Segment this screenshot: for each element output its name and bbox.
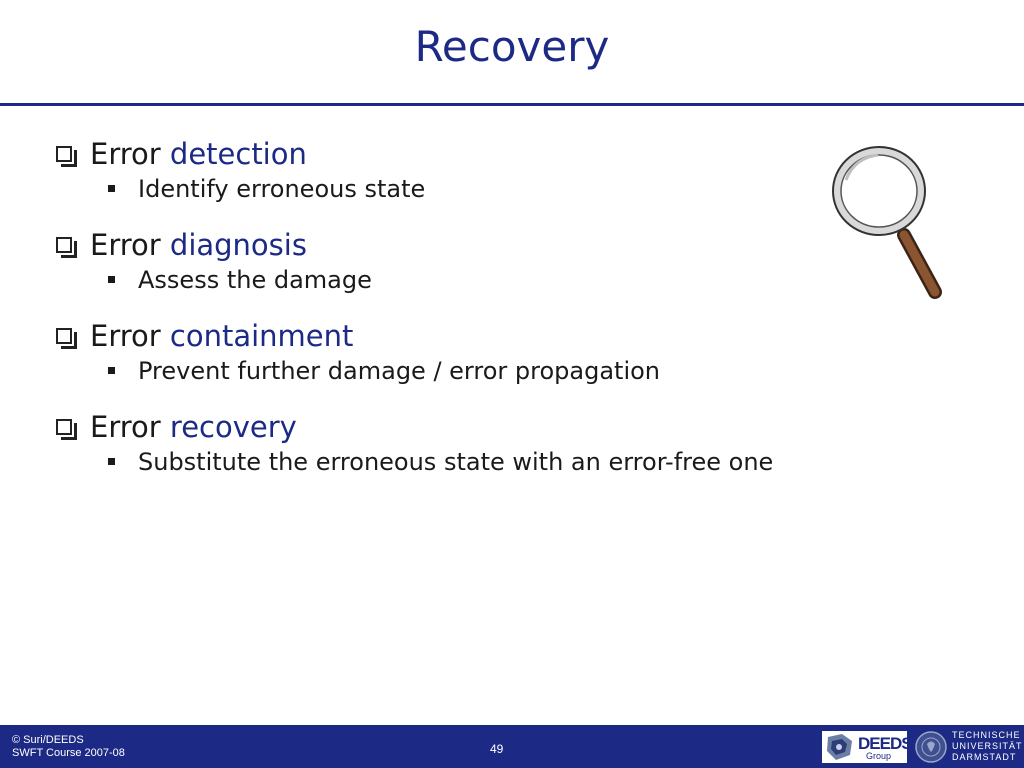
footer-credits	[12, 734, 125, 760]
slide-title: Recovery	[414, 22, 610, 71]
bullet-keyword: recovery	[169, 410, 297, 444]
bullet-item-containment	[52, 318, 812, 355]
magnifying-glass-icon	[822, 140, 952, 305]
bullet-prefix: Error	[90, 228, 170, 262]
footer-course: SWFT Course 2007-08	[12, 747, 125, 759]
checkbox-bullet-icon	[56, 328, 72, 344]
page-number: 49	[490, 742, 504, 756]
bullet-prefix: Error	[90, 410, 170, 444]
bullet-item-recovery	[52, 409, 812, 446]
title-divider	[0, 103, 1024, 106]
university-line: UNIVERSITÄT	[952, 741, 1023, 751]
deeds-emblem-icon	[822, 731, 858, 763]
university-line: DARMSTADT	[952, 752, 1017, 762]
bullet-item-detection	[52, 136, 812, 173]
footer-logos	[822, 729, 1023, 765]
deeds-logo	[822, 731, 912, 763]
deeds-logo-word: DEEDS	[858, 734, 912, 753]
university-name	[952, 730, 1023, 763]
checkbox-bullet-icon	[56, 237, 72, 253]
sub-bullet-text: Substitute the erroneous state with an error-free one	[138, 448, 774, 476]
deeds-logo-group: Group	[866, 751, 892, 761]
university-line: TECHNISCHE	[952, 730, 1021, 740]
sub-bullet-item	[108, 173, 812, 205]
checkbox-bullet-icon	[56, 146, 72, 162]
university-seal-icon	[914, 730, 948, 764]
footer-bar	[0, 725, 1024, 768]
footer-copyright: © Suri/DEEDS	[12, 734, 84, 746]
checkbox-bullet-icon	[56, 419, 72, 435]
bullet-prefix: Error	[90, 319, 170, 353]
bullet-keyword: containment	[169, 319, 354, 353]
bullet-prefix: Error	[90, 137, 170, 171]
sub-bullet-item	[108, 355, 812, 387]
sub-bullet-text: Prevent further damage / error propagation	[138, 357, 660, 385]
square-bullet-icon	[108, 276, 115, 283]
bullet-keyword: detection	[169, 137, 307, 171]
square-bullet-icon	[108, 185, 115, 192]
square-bullet-icon	[108, 458, 115, 465]
bullet-item-diagnosis	[52, 227, 812, 264]
sub-bullet-text: Identify erroneous state	[138, 175, 426, 203]
sub-bullet-item	[108, 446, 812, 478]
bullet-list	[52, 136, 812, 500]
sub-bullet-item	[108, 264, 812, 296]
bullet-keyword: diagnosis	[169, 228, 307, 262]
sub-bullet-text: Assess the damage	[138, 266, 372, 294]
square-bullet-icon	[108, 367, 115, 374]
